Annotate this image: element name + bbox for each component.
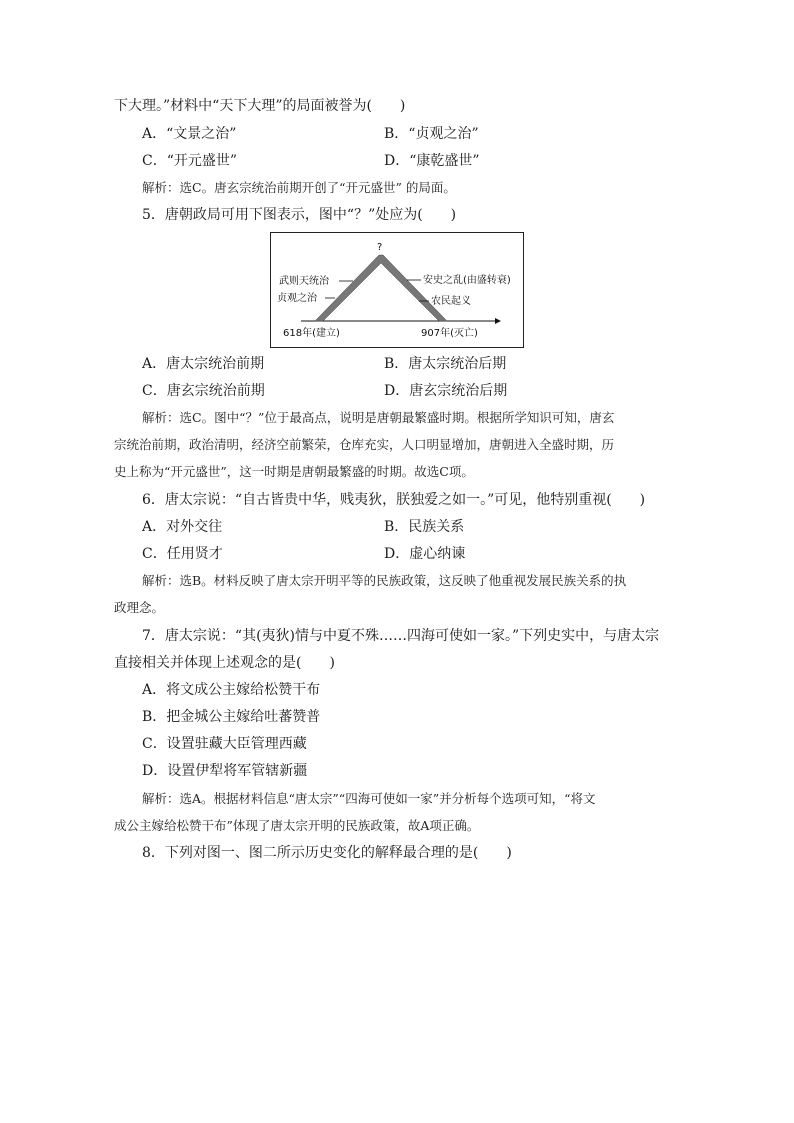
q7-option-b: B．把金城公主嫁给吐蕃赞普 [142, 709, 321, 725]
q8-stem: 8．下列对图一、图二所示历史变化的解释最合理的是( ) [142, 845, 512, 861]
q7-stem-line1: 7．唐太宗说：“其(夷狄)情与中夏不殊……四海可使如一家。”下列史实中，与唐太宗 [142, 628, 660, 644]
q5-analysis-line2: 宗统治前期，政治清明，经济空前繁荣，仓库充实，人口明显增加，唐朝进入全盛时期，历 [114, 437, 615, 452]
rise-fall-shape [315, 255, 447, 321]
q6-option-d: D．虚心纳谏 [384, 546, 466, 562]
q5-option-d: D．唐玄宗统治后期 [384, 383, 508, 399]
q4-option-c: C．“开元盛世” [142, 153, 238, 169]
q6-option-b: B．民族关系 [384, 519, 465, 535]
q7-analysis-line2: 成公主嫁给松赞干布”体现了唐太宗开明的民族政策，故A项正确。 [114, 818, 480, 833]
peak-question-mark: ? [377, 242, 383, 253]
q4-stem: 下大理。”材料中“天下大理”的局面被誉为( ) [114, 98, 406, 114]
q6-analysis-line2: 政理念。 [114, 600, 165, 615]
label-peasant-uprising: 农民起义 [431, 296, 471, 307]
q5-analysis-line1: 解析：选C。图中“？”位于最高点，说明是唐朝最繁盛时期。根据所学知识可知，唐玄 [142, 410, 615, 425]
tang-politics-diagram [270, 232, 524, 348]
q5-analysis-line3: 史上称为“开元盛世”，这一时期是唐朝最繁盛的时期。故选C项。 [114, 464, 474, 479]
timeline-arrow [495, 318, 501, 324]
label-anshi: 安史之乱(由盛转衰) [423, 275, 511, 286]
label-zhenguan: 贞观之治 [277, 293, 317, 304]
q7-option-d: D．设置伊犁将军管辖新疆 [142, 763, 308, 779]
q5-option-c: C．唐玄宗统治前期 [142, 383, 265, 399]
q4-analysis: 解析：选C。唐玄宗统治前期开创了“开元盛世” 的局面。 [142, 180, 456, 195]
label-end-907: 907年(灭亡) [421, 328, 478, 339]
q7-analysis-line1: 解析：选A。根据材料信息“唐太宗”“四海可使如一家”并分析每个选项可知，“将文 [142, 791, 596, 806]
label-wuzetian: 武则天统治 [279, 276, 329, 287]
q4-option-a: A．“文景之治” [142, 126, 237, 142]
q7-option-a: A．将文成公主嫁给松赞干布 [142, 682, 321, 698]
q6-stem: 6．唐太宗说：“自古皆贵中华，贱夷狄，朕独爱之如一。”可见，他特别重视( ) [142, 492, 646, 508]
q5-stem: 5．唐朝政局可用下图表示，图中“？”处应为( ) [142, 207, 457, 223]
label-start-618: 618年(建立) [283, 328, 340, 339]
q6-option-c: C．任用贤才 [142, 546, 223, 562]
diagram-svg [271, 233, 523, 347]
q5-option-b: B．唐太宗统治后期 [384, 356, 507, 372]
q7-stem-line2: 直接相关并体现上述观念的是( ) [114, 655, 335, 671]
q4-option-d: D．“康乾盛世” [384, 153, 480, 169]
q7-option-c: C．设置驻藏大臣管理西藏 [142, 736, 307, 752]
q4-option-b: B．“贞观之治” [384, 126, 479, 142]
q6-analysis-line1: 解析：选B。材料反映了唐太宗开明平等的民族政策，这反映了他重视发展民族关系的执 [142, 573, 627, 588]
q6-option-a: A．对外交往 [142, 519, 223, 535]
q5-option-a: A．唐太宗统治前期 [142, 356, 265, 372]
